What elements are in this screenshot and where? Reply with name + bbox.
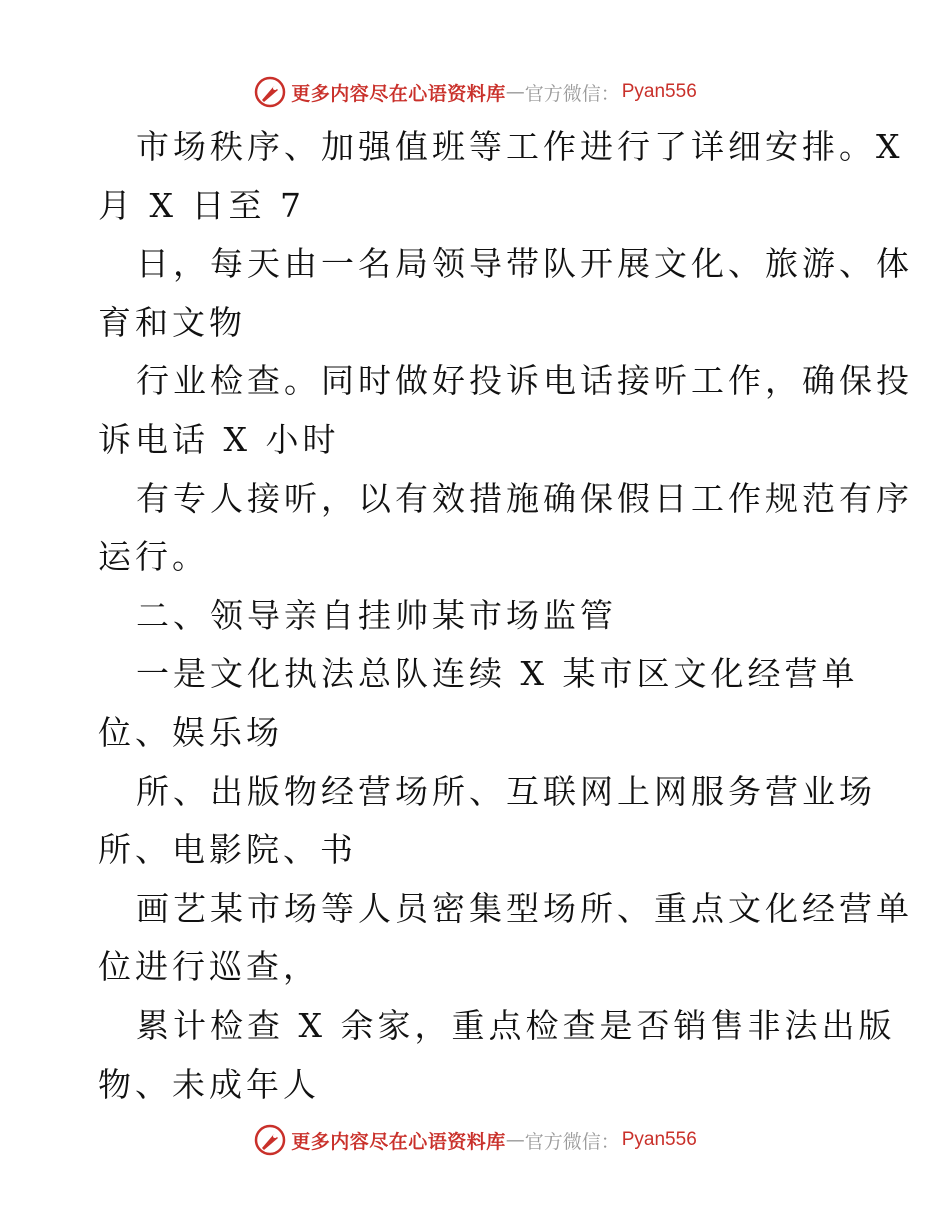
banner-text: 更多内容尽在心语资料库 [291, 82, 506, 105]
header-banner [0, 72, 950, 112]
banner-wechat-label: 官方微信： [524, 82, 620, 105]
text-line: 市场秩序、加强值班等工作进行了详细安排。X [136, 127, 904, 166]
banner-wechat-id: Pyan556 [621, 1129, 697, 1150]
text-line: 画艺某市场等人员密集型场所、重点文化经营单 [136, 888, 913, 928]
text-line: 行业检查。同时做好投诉电话接听工作，确保投 [136, 361, 913, 401]
pen-nib-logo-icon [253, 1123, 287, 1157]
banner-wechat-id: Pyan556 [621, 81, 697, 102]
text-line: 运行。 [98, 537, 209, 577]
footer-banner [0, 1120, 950, 1160]
text-line: 诉电话 X 小时 [98, 419, 340, 459]
banner-separator: — [505, 81, 525, 103]
pen-nib-logo-icon [253, 75, 287, 109]
text-line: 位、娱乐场 [98, 712, 283, 752]
text-line: 一是文化执法总队连续 X 某市区文化经营单 [136, 654, 859, 694]
text-line: 日，每天由一名局领导带队开展文化、旅游、体 [136, 244, 913, 284]
text-line: 所、电影院、书 [98, 830, 357, 870]
banner-wechat-label: 官方微信： [524, 1130, 620, 1153]
text-line: 育和文物 [98, 302, 246, 342]
text-line: 月 X 日至 7 [98, 185, 305, 225]
text-line: 所、出版物经营场所、互联网上网服务营业场 [136, 771, 876, 811]
banner-text: 更多内容尽在心语资料库 [291, 1130, 506, 1153]
text-line: 累计检查 X 余家，重点检查是否销售非法出版 [136, 1005, 896, 1045]
text-line: 物、未成年人 [98, 1064, 320, 1104]
banner-separator: — [505, 1129, 525, 1151]
text-line: 位进行巡查， [98, 947, 320, 987]
section-heading: 二、领导亲自挂帅某市场监管 [136, 595, 617, 635]
text-line: 有专人接听，以有效措施确保假日工作规范有序 [136, 478, 913, 518]
document-body [98, 118, 913, 1114]
